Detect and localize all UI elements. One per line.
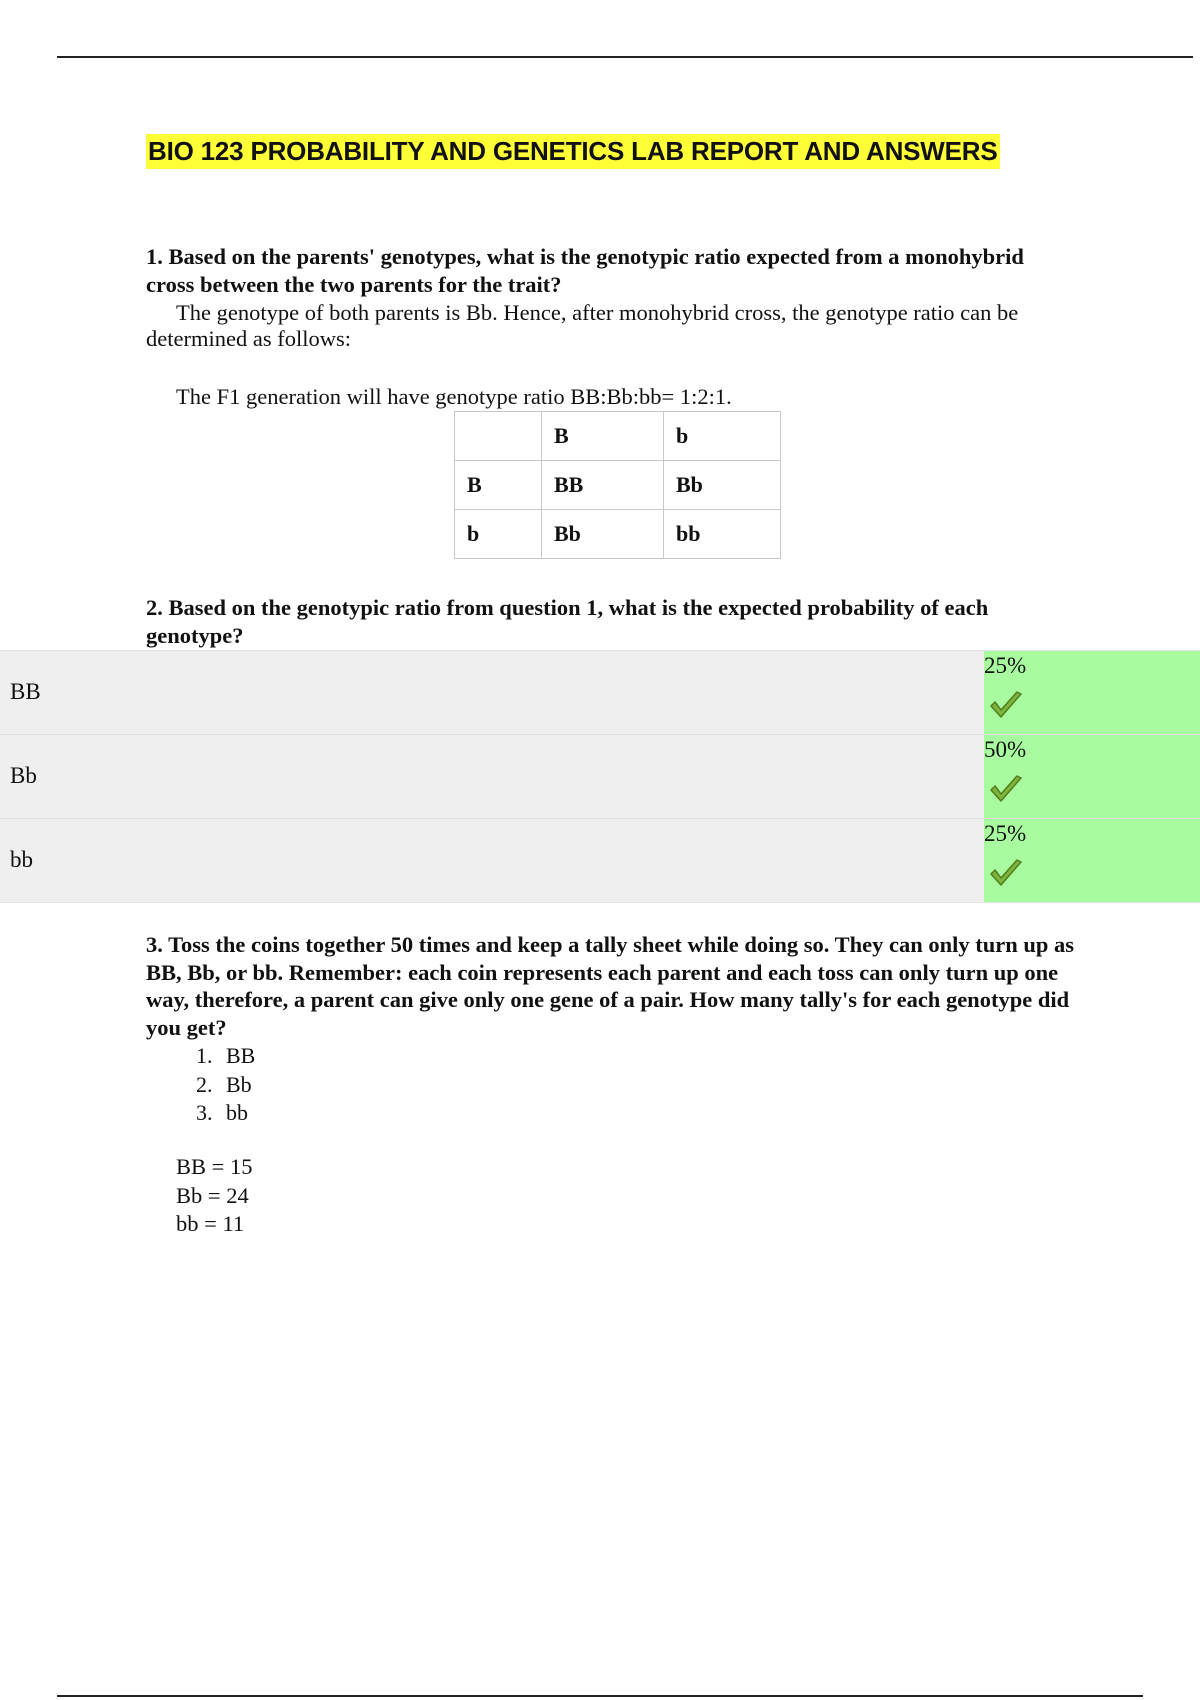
question-1: 1. Based on the parents' genotypes, what is the genotypic ratio expected from a monohybrid cross between the two parents for the trait? xyxy=(146,244,1024,297)
punnett-cell: B xyxy=(455,461,542,510)
probability-row xyxy=(0,735,1200,819)
page-title: BIO 123 PROBABILITY AND GENETICS LAB REPORT AND ANSWERS xyxy=(146,134,1000,169)
probability-answer-cell xyxy=(984,651,1200,734)
list-item: 3. bb xyxy=(218,1099,255,1128)
probability-value: 50% xyxy=(984,737,1027,762)
genotype-label: Bb xyxy=(10,763,37,788)
answer-1 xyxy=(146,300,1096,352)
checkmark-icon xyxy=(988,773,1024,805)
punnett-cell: b xyxy=(455,510,542,559)
punnett-cell: b xyxy=(664,412,781,461)
checkmark-icon xyxy=(988,689,1024,721)
genotype-ratio-line: The F1 generation will have genotype ratio BB:Bb:bb= 1:2:1. xyxy=(176,384,732,409)
tally-results xyxy=(176,1153,252,1239)
tally-line: bb = 11 xyxy=(176,1211,245,1236)
punnett-cell: Bb xyxy=(664,461,781,510)
question-2: 2. Based on the genotypic ratio from question 1, what is the expected probability of each genotype? xyxy=(146,595,989,648)
probability-value: 25% xyxy=(984,653,1027,678)
punnett-square xyxy=(454,411,781,559)
list-item: 2. Bb xyxy=(218,1071,255,1100)
list-item: 1. BB xyxy=(218,1042,255,1071)
genotype-choice-list xyxy=(178,1042,255,1128)
punnett-cell: BB xyxy=(542,461,664,510)
probability-row xyxy=(0,650,1200,735)
genotype-label: bb xyxy=(10,847,33,872)
bottom-divider xyxy=(57,1695,1143,1697)
probability-value: 25% xyxy=(984,821,1027,846)
genotype-label: BB xyxy=(10,679,41,704)
punnett-row xyxy=(455,510,781,559)
top-divider xyxy=(57,56,1193,58)
punnett-cell: bb xyxy=(664,510,781,559)
question-3: 3. Toss the coins together 50 times and keep a tally sheet while doing so. They can only turn up as BB, Bb, or bb. Remember: each coin represents each parent and each toss can only turn up one way, therefore, a parent can give only one gene of a pair. How many tally's for each genotype did you get? xyxy=(146,932,1075,1040)
checkmark-icon xyxy=(988,857,1024,889)
answer-1-text: The genotype of both parents is Bb. Hence, after monohybrid cross, the genotype ratio can be determined as follows: xyxy=(146,300,1019,351)
punnett-header-row xyxy=(455,412,781,461)
probability-answer-cell xyxy=(984,819,1200,902)
probability-answer-cell xyxy=(984,735,1200,818)
punnett-row xyxy=(455,461,781,510)
tally-line: Bb = 24 xyxy=(176,1182,249,1208)
probability-row xyxy=(0,819,1200,903)
punnett-cell: B xyxy=(542,412,664,461)
probability-table xyxy=(0,650,1200,903)
punnett-corner-cell xyxy=(455,412,542,461)
punnett-cell: Bb xyxy=(542,510,664,559)
tally-line: BB = 15 xyxy=(176,1154,253,1179)
